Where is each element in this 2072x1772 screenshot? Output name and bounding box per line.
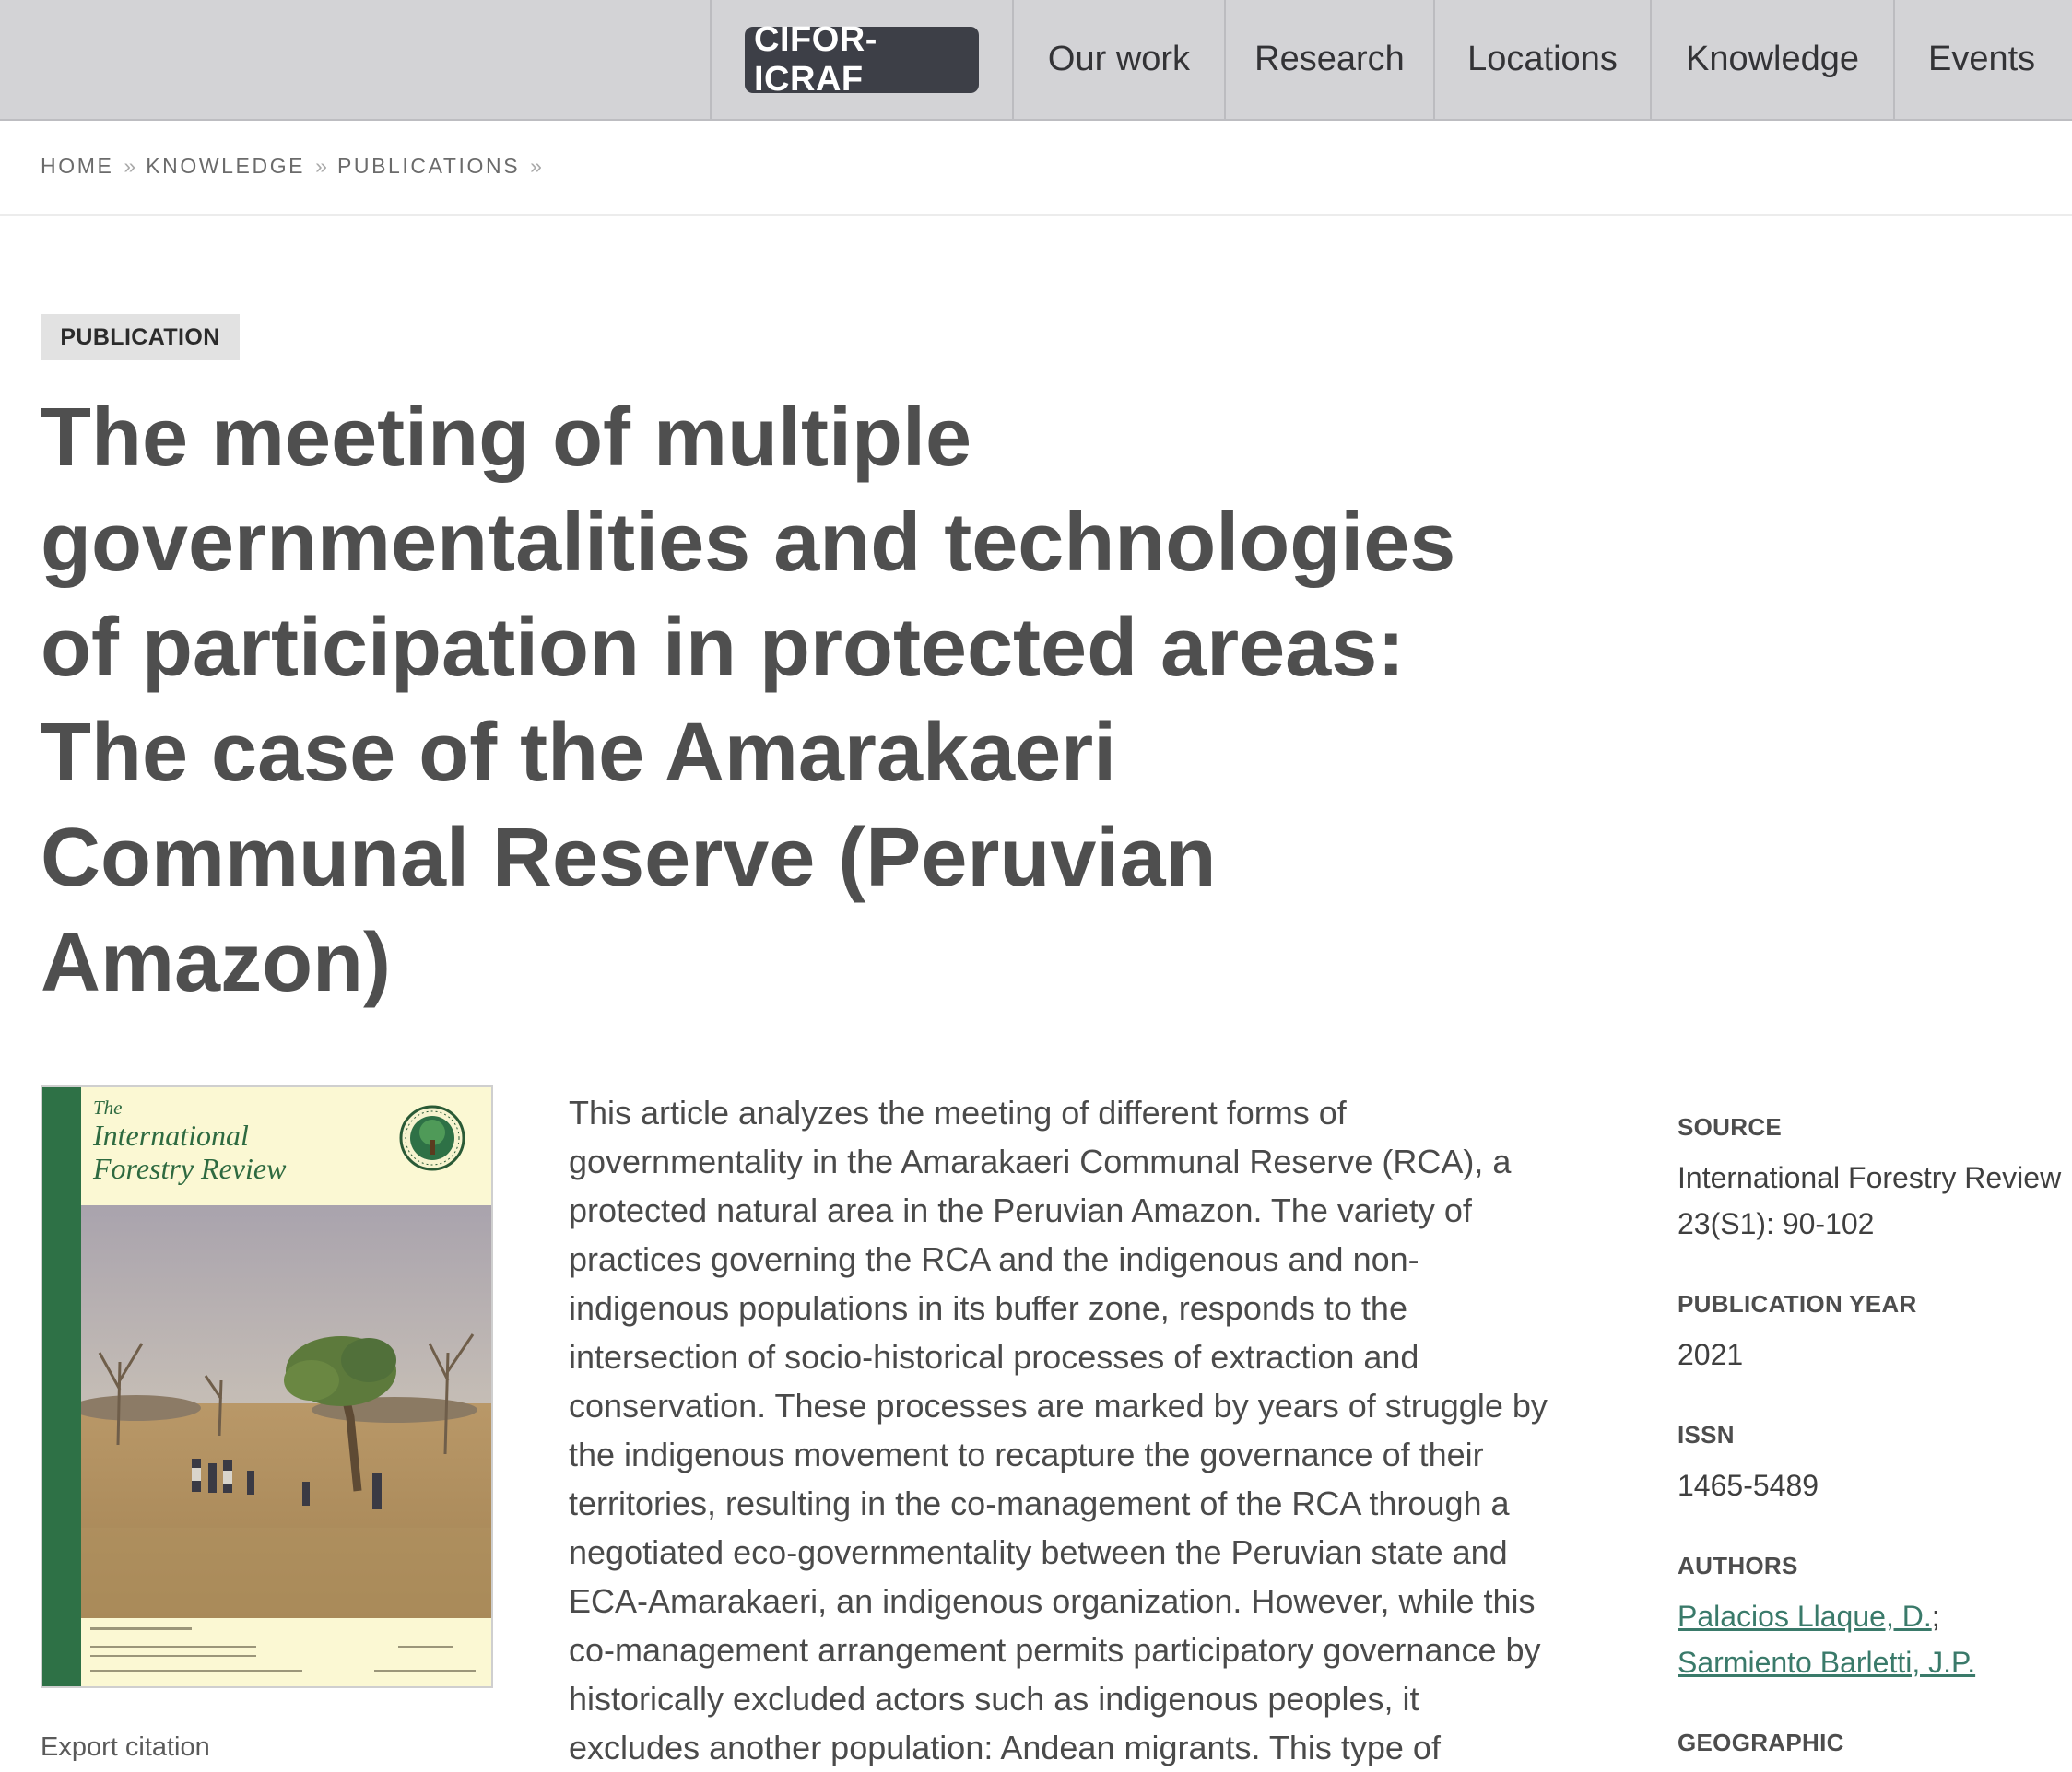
nav-item-label: Events — [1928, 40, 2036, 78]
title-line: The case of the Amarakaeri — [41, 707, 1117, 799]
cover-footer-text — [90, 1670, 302, 1672]
breadcrumb-separator: » — [530, 154, 542, 178]
nav-item-knowledge[interactable] — [1650, 0, 1893, 119]
abstract-line: conservation. These processes are marked by years of struggle by — [569, 1387, 1548, 1425]
nav-item-label: Locations — [1467, 40, 1618, 78]
cover-photo — [81, 1205, 491, 1618]
abstract-line: excludes another population: Andean migrants. This type of — [569, 1729, 1441, 1766]
cover-footer — [81, 1618, 491, 1686]
nav-item-label: Research — [1254, 40, 1405, 78]
abstract-line: negotiated eco-governmentality between the Peruvian state and — [569, 1533, 1508, 1571]
source-label: SOURCE — [1678, 1113, 1783, 1141]
authors-list — [1678, 1593, 1975, 1685]
breadcrumb-separator: » — [315, 154, 327, 178]
author-separator: ; — [1931, 1600, 1940, 1633]
page-title — [41, 385, 1515, 1015]
top-navigation — [0, 0, 2072, 121]
abstract-line: This article analyzes the meeting of different forms of — [569, 1094, 1347, 1132]
cover-title-line: Forestry Review — [93, 1152, 287, 1185]
breadcrumb-home[interactable]: HOME — [41, 154, 114, 178]
nav-item-label: Knowledge — [1685, 40, 1860, 78]
abstract-line: territories, resulting in the co-management of the RCA through a — [569, 1484, 1510, 1522]
cover-footer-text — [90, 1646, 256, 1648]
title-line: Communal Reserve (Peruvian — [41, 812, 1217, 904]
nav-item-our-work[interactable] — [1012, 0, 1224, 119]
nav-item-research[interactable] — [1224, 0, 1433, 119]
abstract-line: intersection of socio-historical processes of extraction and — [569, 1338, 1419, 1376]
forestry-association-seal-icon — [399, 1105, 465, 1171]
source-line: International Forestry Review — [1678, 1161, 2062, 1194]
breadcrumb-bar — [0, 121, 2072, 216]
publication-metadata — [1678, 1113, 2072, 1771]
cover-footer-text — [90, 1655, 256, 1657]
abstract — [569, 1088, 1629, 1772]
cover-footer-text — [398, 1646, 453, 1648]
breadcrumb-separator: » — [124, 154, 136, 178]
breadcrumb — [41, 154, 552, 179]
cover-title-small: The — [93, 1097, 123, 1119]
authors-label: AUTHORS — [1678, 1552, 1798, 1579]
abstract-line: co-management arrangement permits participatory governance by — [569, 1631, 1541, 1669]
content-type-badge: PUBLICATION — [41, 314, 240, 360]
cover-footer-text — [374, 1670, 476, 1672]
export-citation-link[interactable]: Export citation — [41, 1732, 210, 1762]
source-line: 23(S1): 90-102 — [1678, 1207, 1875, 1240]
cover-title-line: International — [93, 1119, 249, 1152]
cover-footer-text — [90, 1627, 192, 1630]
publication-year-value: 2021 — [1678, 1338, 1744, 1371]
abstract-line: governmentality in the Amarakaeri Communal Reserve (RCA), a — [569, 1143, 1512, 1180]
nav-item-events[interactable] — [1893, 0, 2072, 119]
title-line: The meeting of multiple — [41, 392, 972, 484]
cover-journal-title — [93, 1119, 286, 1185]
breadcrumb-publications[interactable]: PUBLICATIONS — [336, 154, 521, 178]
cover-spine — [42, 1087, 81, 1686]
issn-value: 1465-5489 — [1678, 1469, 1819, 1502]
nav-item-locations[interactable] — [1433, 0, 1650, 119]
title-line: governmentalities and technologies — [41, 497, 1456, 589]
publication-year-label: PUBLICATION YEAR — [1678, 1290, 1917, 1318]
author-link[interactable]: Palacios Llaque, D. — [1678, 1600, 1932, 1633]
abstract-line: historically excluded actors such as indigenous peoples, it — [569, 1680, 1419, 1718]
source-value — [1678, 1155, 2061, 1247]
abstract-line: ECA-Amarakaeri, an indigenous organization. However, while this — [569, 1582, 1536, 1620]
title-line: Amazon) — [41, 917, 391, 1009]
nav-item-label: Our work — [1047, 40, 1191, 78]
abstract-line: practices governing the RCA and the indigenous and non- — [569, 1240, 1419, 1278]
issn-label: ISSN — [1678, 1421, 1735, 1449]
brand-logo-button[interactable]: CIFOR-ICRAF — [745, 27, 979, 93]
abstract-line: protected natural area in the Peruvian Amazon. The variety of — [569, 1191, 1472, 1229]
abstract-line: the indigenous movement to recapture the governance of their — [569, 1436, 1484, 1473]
journal-cover-image — [41, 1085, 493, 1688]
geographic-label: GEOGRAPHIC — [1678, 1729, 1844, 1756]
savanna-photo — [81, 1205, 491, 1618]
abstract-line: indigenous populations in its buffer zone, responds to the — [569, 1289, 1407, 1327]
title-line: of participation in protected areas: — [41, 602, 1406, 694]
author-link[interactable]: Sarmiento Barletti, J.P. — [1678, 1646, 1976, 1679]
breadcrumb-knowledge[interactable]: KNOWLEDGE — [146, 154, 306, 178]
nav-item-brand[interactable] — [710, 0, 1012, 119]
